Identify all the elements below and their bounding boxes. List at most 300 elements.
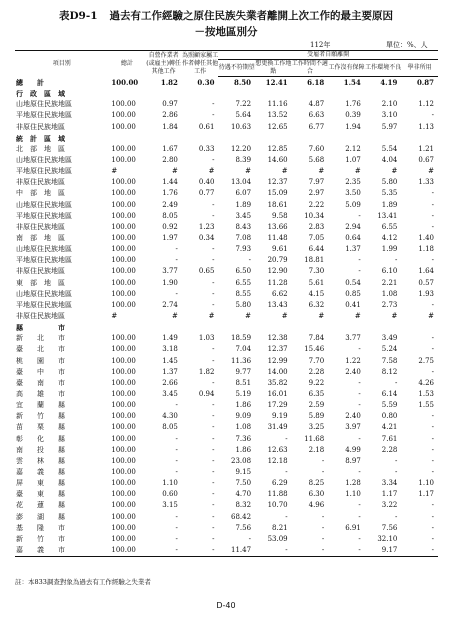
- cell-value: -: [212, 523, 215, 532]
- cell-value: 12.90: [267, 267, 288, 276]
- cell-value: 5.24: [381, 345, 398, 354]
- header-hours: 工作時間不適合: [291, 60, 328, 75]
- cell-value: 2.86: [162, 111, 178, 120]
- cell-value: #: [208, 167, 215, 176]
- cell-value: [182, 88, 219, 99]
- cell-value: 0.57: [418, 278, 434, 287]
- cell-value: 9.22: [308, 378, 325, 387]
- cell-value: 100.00: [111, 245, 136, 254]
- cell-value: -: [431, 534, 434, 543]
- cell-value: 1.07: [345, 156, 361, 165]
- table-row: [15, 545, 438, 557]
- table-body: [15, 77, 438, 557]
- cell-value: 6.50: [235, 267, 252, 276]
- cell-value: 2.59: [308, 401, 325, 410]
- cell-value: 3.77: [345, 334, 361, 343]
- cell-value: 6.35: [308, 390, 325, 398]
- cell-value: 12.37: [267, 178, 288, 187]
- cell-value: 5.54: [381, 144, 398, 153]
- cell-value: 100.00: [111, 356, 136, 365]
- cell-value: 12.41: [265, 78, 288, 88]
- cell-value: 2.28: [381, 445, 398, 454]
- cell-value: 1.45: [162, 356, 178, 365]
- cell-value: 4.21: [381, 423, 398, 432]
- cell-value: 12.65: [267, 122, 288, 131]
- table-row: [15, 77, 438, 89]
- cell-value: -: [358, 501, 361, 510]
- cell-value: 1.97: [162, 234, 178, 243]
- cell-value: -: [182, 545, 219, 557]
- cell-value: [401, 322, 438, 333]
- cell-value: 6.44: [308, 245, 325, 254]
- cell-value: 2.66: [162, 378, 178, 387]
- cell-value: 3.25: [308, 423, 325, 432]
- cell-value: #: [111, 167, 118, 176]
- cell-value: 6.14: [381, 390, 398, 398]
- cell-value: 1.93: [418, 289, 434, 298]
- cell-value: 100.00: [111, 490, 136, 499]
- row-label: 東 部 地 區: [16, 278, 65, 287]
- table-row: [15, 478, 438, 489]
- cell-value: 100.00: [111, 200, 136, 209]
- row-label: 臺 東 縣: [16, 490, 65, 499]
- cell-value: [218, 322, 255, 333]
- row-label: 臺 中 市: [16, 367, 65, 376]
- cell-value: 100.00: [111, 222, 136, 231]
- cell-value: 2.10: [381, 100, 398, 109]
- cell-value: 0.60: [162, 490, 178, 499]
- cell-value: 13.43: [267, 300, 288, 309]
- table-row: [15, 367, 438, 378]
- cell-value: -: [212, 211, 215, 220]
- row-label: 新 竹 縣: [16, 412, 65, 421]
- cell-value: 5.59: [381, 401, 398, 410]
- cell-value: -: [431, 300, 434, 309]
- row-label: 嘉 義 縣: [16, 467, 65, 476]
- table-row: [15, 99, 438, 110]
- cell-value: 8.39: [235, 156, 252, 165]
- row-label: 平地原住民族地區: [16, 256, 72, 265]
- cell-value: 100.00: [111, 467, 136, 476]
- cell-value: 100.00: [111, 367, 136, 376]
- row-label: 苗 栗 縣: [16, 423, 65, 432]
- cell-value: -: [175, 467, 178, 476]
- cell-value: 6.55: [235, 278, 252, 287]
- cell-value: 0.39: [345, 111, 361, 120]
- table-title: [0, 8, 452, 40]
- table-row: [15, 110, 438, 121]
- cell-value: 1.40: [418, 234, 434, 243]
- cell-value: -: [431, 345, 434, 354]
- row-label: 屏 東 縣: [16, 479, 65, 488]
- cell-value: 1.55: [418, 401, 434, 410]
- data-table: [15, 50, 438, 557]
- cell-value: -: [175, 523, 178, 532]
- row-label: 山地原住民族地區: [16, 100, 72, 109]
- cell-value: 100.00: [111, 211, 136, 220]
- cell-value: 0.30: [197, 77, 215, 87]
- cell-value: 1.76: [162, 189, 178, 198]
- cell-value: 3.97: [345, 423, 361, 432]
- cell-value: -: [212, 434, 215, 443]
- cell-value: 2.35: [345, 178, 361, 187]
- cell-value: 11.68: [304, 434, 325, 443]
- cell-value: #: [391, 312, 398, 321]
- cell-value: 13.52: [267, 111, 288, 120]
- cell-value: #: [391, 167, 398, 176]
- cell-value: 0.54: [345, 278, 361, 287]
- cell-value: -: [212, 289, 215, 298]
- cell-value: 1.89: [381, 200, 398, 209]
- header-group-voluntary: 受雇者自願離開: [218, 51, 438, 60]
- table-code: 表D9-1: [58, 10, 98, 22]
- header-location: 想更換工作地點: [255, 60, 292, 75]
- cell-value: -: [212, 245, 215, 254]
- row-label: 基 隆 市: [16, 523, 65, 532]
- header-environment: 工作環境不良: [365, 60, 402, 77]
- cell-value: -: [248, 534, 252, 543]
- cell-value: 1.17: [418, 490, 434, 499]
- cell-value: 1.37: [345, 245, 361, 254]
- cell-value: #: [245, 312, 252, 321]
- cell-value: -: [212, 456, 215, 465]
- cell-value: 7.93: [235, 245, 252, 254]
- title-line2: －按地區別分: [194, 26, 258, 38]
- cell-value: 1.67: [162, 144, 178, 153]
- cell-value: -: [255, 545, 292, 557]
- cell-value: #: [172, 167, 178, 176]
- cell-value: 1.44: [162, 178, 178, 187]
- cell-value: -: [212, 345, 215, 354]
- cell-value: 5.80: [235, 300, 252, 309]
- cell-value: -: [285, 434, 288, 443]
- cell-value: 8.05: [162, 211, 178, 220]
- row-label: 平地原住民族地區: [16, 167, 72, 176]
- header-self-employed: 自營作業者(或雇主)轉任其他工作: [146, 51, 181, 75]
- cell-value: [255, 88, 292, 99]
- unit-label: 單位：%、人: [386, 41, 428, 49]
- cell-value: 1.49: [162, 334, 178, 343]
- cell-value: 6.55: [381, 222, 398, 231]
- cell-value: -: [431, 423, 434, 432]
- cell-value: 12.38: [267, 334, 288, 343]
- cell-value: 11.47: [218, 545, 255, 557]
- cell-value: 2.12: [345, 144, 361, 153]
- cell-value: -: [212, 156, 215, 165]
- cell-value: #: [428, 312, 434, 321]
- cell-value: 9.77: [235, 367, 252, 376]
- cell-value: 8.97: [345, 456, 361, 465]
- table-row: [15, 467, 438, 478]
- cell-value: -: [212, 378, 215, 387]
- cell-value: 6.30: [308, 490, 325, 499]
- cell-value: -: [431, 456, 434, 465]
- cell-value: [292, 322, 329, 333]
- cell-value: 1.89: [235, 200, 252, 209]
- cell-value: 3.15: [162, 501, 178, 510]
- cell-value: 8.43: [235, 222, 252, 231]
- cell-value: -: [431, 512, 434, 521]
- cell-value: -: [321, 512, 325, 521]
- cell-value: 3.10: [381, 111, 398, 120]
- cell-value: 6.10: [381, 267, 398, 276]
- table-row: [15, 200, 438, 211]
- cell-value: 9.58: [272, 211, 288, 220]
- cell-value: 1.28: [345, 479, 361, 488]
- cell-value: 11.16: [267, 100, 288, 109]
- cell-value: -: [212, 490, 215, 499]
- row-label: 行 政 區 域: [16, 89, 65, 99]
- table-row: [15, 88, 438, 99]
- cell-value: 100.00: [111, 534, 136, 543]
- cell-value: -: [321, 467, 325, 476]
- cell-value: 3.22: [381, 501, 398, 510]
- header-mismatch: 學非所用: [401, 60, 438, 77]
- cell-value: 35.82: [267, 378, 288, 387]
- cell-value: 5.80: [381, 178, 398, 187]
- cell-value: #: [208, 312, 215, 321]
- cell-value: -: [212, 479, 215, 488]
- cell-value: 15.46: [304, 345, 325, 354]
- cell-value: 4.70: [235, 490, 252, 499]
- cell-value: -: [212, 512, 215, 521]
- table-row: [15, 311, 438, 322]
- row-label: 平地原住民族地區: [16, 111, 72, 120]
- cell-value: 1.94: [345, 122, 361, 131]
- cell-value: 7.08: [235, 234, 252, 243]
- row-label: 非原住民族地區: [16, 122, 65, 131]
- cell-value: 18.59: [231, 334, 252, 343]
- table-row: [15, 300, 438, 311]
- cell-value: 12.85: [267, 144, 288, 153]
- cell-value: 7.50: [235, 479, 252, 488]
- cell-value: 1.76: [345, 100, 361, 109]
- cell-value: [218, 133, 255, 144]
- cell-value: -: [358, 534, 361, 543]
- cell-value: [145, 322, 182, 333]
- cell-value: 2.80: [162, 156, 178, 165]
- cell-value: 1.10: [418, 479, 434, 488]
- cell-value: [292, 133, 329, 144]
- cell-value: #: [354, 167, 361, 176]
- cell-value: 17.29: [267, 401, 288, 410]
- cell-value: 4.30: [162, 412, 178, 421]
- cell-value: 1.90: [162, 278, 178, 287]
- cell-value: 100.00: [111, 144, 136, 153]
- cell-value: -: [358, 390, 361, 398]
- row-label: 非原住民族地區: [16, 222, 65, 231]
- cell-value: 100.00: [111, 189, 136, 198]
- header-item: 項目別: [15, 51, 108, 77]
- table-row: [15, 122, 438, 133]
- cell-value: 0.77: [198, 189, 215, 198]
- cell-value: 12.18: [267, 456, 288, 465]
- cell-value: #: [281, 312, 288, 321]
- cell-value: -: [212, 278, 215, 287]
- cell-value: 6.62: [272, 289, 288, 298]
- cell-value: -: [212, 100, 215, 109]
- cell-value: -: [175, 512, 178, 521]
- cell-value: -: [321, 534, 325, 543]
- row-label: 總 計: [16, 77, 44, 87]
- cell-value: 11.88: [267, 490, 288, 499]
- cell-value: 4.15: [308, 289, 325, 298]
- cell-value: 0.94: [198, 390, 215, 398]
- cell-value: 0.87: [416, 78, 434, 88]
- table-row: [15, 422, 438, 433]
- cell-value: 2.74: [162, 300, 178, 309]
- cell-value: -: [431, 334, 434, 343]
- cell-value: -: [212, 401, 215, 410]
- header-family-worker: 為照顧家屬工作者轉任其他工作: [182, 51, 219, 75]
- cell-value: 5.35: [381, 189, 398, 198]
- cell-value: 13.41: [377, 211, 398, 220]
- cell-value: 1.10: [162, 479, 178, 488]
- cell-value: -: [175, 534, 178, 543]
- cell-value: 2.18: [308, 445, 325, 454]
- cell-value: -: [175, 445, 178, 454]
- cell-value: 7.04: [235, 345, 252, 354]
- cell-value: 14.60: [267, 156, 288, 165]
- cell-value: -: [212, 501, 215, 510]
- cell-value: [108, 133, 145, 144]
- row-label: 山地原住民族地區: [16, 156, 72, 165]
- cell-value: 10.70: [267, 501, 288, 510]
- row-label: 中 部 地 區: [16, 189, 65, 198]
- table-row: [15, 166, 438, 177]
- cell-value: -: [175, 289, 178, 298]
- cell-value: 23.08: [231, 456, 252, 465]
- cell-value: -: [394, 256, 398, 265]
- cell-value: 9.15: [235, 467, 252, 476]
- row-label: 南 部 地 區: [16, 234, 65, 243]
- cell-value: -: [248, 256, 252, 265]
- cell-value: -: [212, 412, 215, 421]
- cell-value: 3.77: [162, 267, 178, 276]
- cell-value: 1.13: [418, 122, 434, 131]
- cell-value: 3.34: [381, 479, 398, 488]
- cell-value: [401, 133, 438, 144]
- cell-value: 1.82: [160, 77, 178, 87]
- table-row: [15, 489, 438, 500]
- cell-value: 0.33: [198, 144, 215, 153]
- cell-value: [255, 133, 292, 144]
- cell-value: -: [175, 256, 178, 265]
- row-label: 山地原住民族地區: [16, 200, 72, 209]
- cell-value: 2.73: [381, 300, 398, 309]
- header-security: 工作沒有保障: [328, 60, 365, 77]
- cell-value: -: [431, 211, 434, 220]
- cell-value: 1.64: [418, 267, 434, 276]
- cell-value: 2.40: [345, 412, 361, 421]
- header-pay: 待遇不符期望: [218, 60, 255, 77]
- table-row: [15, 434, 438, 445]
- cell-value: [145, 88, 182, 99]
- cell-value: -: [212, 445, 215, 454]
- cell-value: 5.09: [345, 200, 361, 209]
- cell-value: 11.48: [267, 234, 288, 243]
- table-row: [15, 211, 438, 222]
- cell-value: -: [175, 245, 178, 254]
- cell-value: [365, 88, 402, 99]
- cell-value: -: [358, 378, 361, 387]
- cell-value: 5.68: [308, 156, 325, 165]
- cell-value: -: [431, 189, 434, 198]
- cell-value: -: [212, 256, 215, 265]
- cell-value: 20.79: [267, 256, 288, 265]
- cell-value: [182, 322, 219, 333]
- cell-value: 1.23: [198, 222, 215, 231]
- cell-value: -: [431, 523, 434, 532]
- row-label: 雲 林 縣: [16, 456, 65, 465]
- cell-value: 7.58: [381, 356, 398, 365]
- cell-value: 3.45: [235, 211, 252, 220]
- cell-value: 1.33: [418, 178, 434, 187]
- cell-value: 4.99: [345, 445, 361, 454]
- table-row: [15, 333, 438, 344]
- table-row: [15, 222, 438, 233]
- table-row: [15, 244, 438, 255]
- cell-value: -: [175, 434, 178, 443]
- cell-value: -: [328, 545, 365, 557]
- cell-value: -: [358, 267, 361, 276]
- row-label: 澎 湖 縣: [16, 512, 65, 521]
- cell-value: 4.12: [381, 234, 398, 243]
- cell-value: 2.21: [381, 278, 398, 287]
- cell-value: 1.86: [235, 401, 252, 410]
- table-row: [15, 534, 438, 545]
- cell-value: [108, 88, 145, 99]
- cell-value: 100.00: [111, 289, 136, 298]
- table-row: [15, 266, 438, 277]
- cell-value: 1.22: [345, 356, 361, 365]
- row-label: 彰 化 縣: [16, 434, 65, 443]
- cell-value: 2.83: [308, 222, 325, 231]
- header-total: 總計: [108, 51, 145, 77]
- cell-value: 100.00: [111, 401, 136, 410]
- cell-value: #: [428, 167, 434, 176]
- cell-value: -: [431, 256, 434, 265]
- table-row: [15, 411, 438, 422]
- row-label: 新 竹 市: [16, 534, 65, 543]
- cell-value: 16.01: [267, 390, 288, 398]
- cell-value: -: [212, 111, 215, 120]
- cell-value: 0.92: [162, 222, 178, 231]
- cell-value: 10.34: [304, 211, 325, 220]
- cell-value: 2.49: [162, 200, 178, 209]
- cell-value: 18.61: [267, 200, 288, 209]
- cell-value: #: [354, 312, 361, 321]
- cell-value: 1.82: [198, 367, 215, 376]
- cell-value: -: [431, 111, 434, 120]
- cell-value: 1.03: [198, 334, 215, 343]
- table-row: [15, 278, 438, 289]
- cell-value: [328, 88, 365, 99]
- cell-value: 100.00: [111, 345, 136, 354]
- row-label: 高 雄 市: [16, 390, 65, 398]
- cell-value: 2.22: [308, 200, 325, 209]
- cell-value: -: [401, 545, 438, 557]
- cell-value: 5.61: [308, 278, 325, 287]
- cell-value: 8.32: [235, 501, 252, 510]
- row-label: 非原住民族地區: [16, 267, 65, 276]
- cell-value: 6.63: [308, 111, 325, 120]
- cell-value: 7.22: [235, 100, 252, 109]
- cell-value: 100.00: [111, 256, 136, 265]
- cell-value: 8.05: [162, 423, 178, 432]
- cell-value: -: [145, 545, 182, 557]
- cell-value: 3.45: [162, 390, 178, 398]
